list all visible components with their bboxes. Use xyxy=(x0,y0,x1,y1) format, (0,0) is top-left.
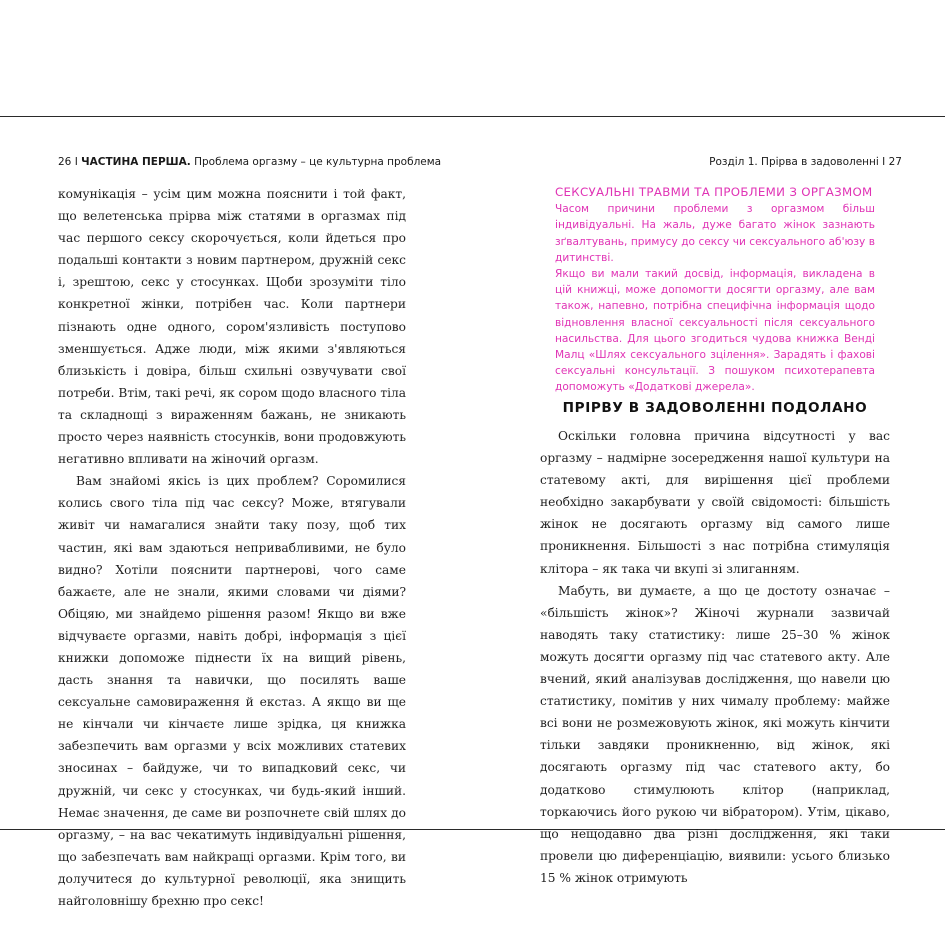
sidebar-title: СЕКСУАЛЬНІ ТРАВМИ ТА ПРОБЛЕМИ З ОРГАЗМОМ xyxy=(555,185,873,199)
right-page-body xyxy=(540,425,890,889)
left-page-body xyxy=(58,183,406,912)
part-subtitle: Проблема оргазму – це культурна проблема xyxy=(194,156,442,168)
sidebar-paragraph: Якщо ви мали такий досвід, інформація, викладена в цій книжці, може допомогти досягти оргазму, але вам також, напевно, потрібна специфічна інформація щодо відновлення власної сексуальності після сексуального насильства. Для цього згодиться чудова книжка Венді Малц «Шлях сексуального зцілення». Зарадять і фахові сексуальні консультації. З пошуком психотерапевта допоможуть «Додаткові джерела». xyxy=(555,268,875,394)
left-header-separator: I xyxy=(74,156,78,168)
chapter-title: Розділ 1. Прірва в задоволенні xyxy=(709,156,879,168)
body-paragraph: Оскільки головна причина відсутності у вас оргазму – надмірне зосередження нашої культури на статевому акті, для вирішення цієї проблеми необхідно закарбувати у своїй свідомості: більшість жінок не досягають оргазму від самого лише проникнення. Більшості з нас потрібна стимуляція клітора – як така чи вкупі зі злиганням. xyxy=(540,429,890,576)
body-paragraph: комунікація – усім цим можна пояснити і той факт, що велетенська прірва між статями в оргазмах під час першого сексу скорочується, коли йдеться про подальші контакти з новим партнером, дружній секс і, зрештою, секс у стосунках. Щоби зрозуміти тіло конкретної жінки, потрібен час. Коли партнери пізнають одне одного, сором'язливість поступово зменшується. Адже люди, між якими з'являються близькість і довіра, більш схильні озвучувати свої потреби. Втім, такі речі, як сором щодо власного тіла та складнощі з вираженням бажань, не зникають просто через наявність стосунків, вони продовжують негативно впливати на жіночий оргазм. xyxy=(58,187,406,467)
part-title: ЧАСТИНА ПЕРША. xyxy=(81,156,191,168)
right-page-number: 27 xyxy=(888,156,902,168)
right-header-separator: I xyxy=(882,156,886,168)
body-paragraph: Мабуть, ви думаєте, а що це достоту означає – «більшість жінок»? Жіночі журнали зазвичай наводять таку статистику: лише 25–30 % жінок можуть досягти оргазму під час статевого акту. Але вчений, який аналізував дослідження, що навели цю статистику, помітив у них чималу проблему: майже всі вони не розмежовують жінок, які можуть кінчити тільки завдяки проникненню, від жінок, які досягають оргазму під час статевого акту, бо додатково стимулюють клітор (наприклад, торкаючись його рукою чи вібратором). Утім, цікаво, що нещодавно два різні дослідження, які таки провели цю диференціацію, виявили: усього близько 15 % жінок отримують xyxy=(540,583,890,885)
top-edge-line xyxy=(0,116,945,117)
left-page-number: 26 xyxy=(58,156,72,168)
section-heading: ПРІРВУ В ЗАДОВОЛЕННІ ПОДОЛАНО xyxy=(562,400,868,416)
sidebar-paragraph: Часом причини проблеми з оргазмом більш індивідуальні. На жаль, дуже багато жінок зазнають зґвалтувань, примусу до сексу чи сексуального аб'юзу в дитинстві. xyxy=(555,203,875,264)
body-paragraph: Вам знайомі якісь із цих проблем? Соромилися колись свого тіла під час сексу? Може, втягували живіт чи намагалися знайти таку позу, щоб тих частин, які вам здаються непривабливими, не було видно? Хотіли пояснити партнерові, чого саме бажаєте, але не знали, якими словами чи діями? Обіцяю, ми знайдемо рішення разом! Якщо ви вже відчуваєте оргазми, навіть добрі, інформація з цієї книжки допоможе піднести їх на вищий рівень, дасть знання та навички, що посилять ваше сексуальне самовираження й екстаз. А якщо ви ще не кінчали чи кінчаєте лише зрідка, ця книжка забезпечить вам оргазми у всіх можливих статевих зносинах – байдуже, чи то випадковий секс, чи дружній, чи секс у стосунках, чи будь-який інший. Немає значення, де саме ви розпочнете свій шлях до оргазму, – на вас чекатимуть індивідуальні рішення, що забезпечать вам найкращі оргазми. Крім того, ви долучитеся до культурної революції, яка знищить найголовнішу брехню про секс! xyxy=(58,474,406,908)
sidebar-box xyxy=(555,184,875,396)
left-running-header xyxy=(58,156,441,168)
right-running-header xyxy=(709,156,902,168)
